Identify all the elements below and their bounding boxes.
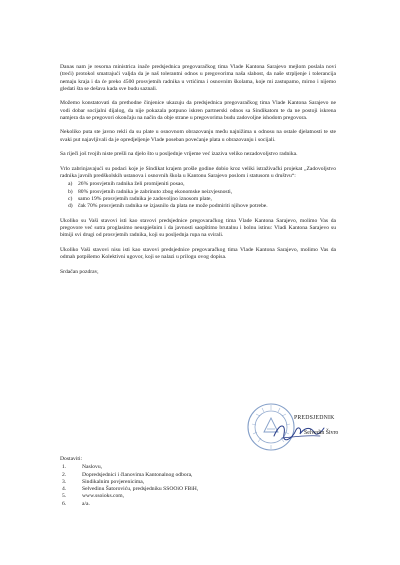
list-number: 1. — [62, 464, 67, 471]
paragraph-5: Ukoliko su Vaši stavovi isti kao stavovi predsjednice pregovaračkog tima Vlade Kantona Sarajevo, molimo Vas da pregovore već sutra proglasimo neuspješnim i da javnosti saopštimo brutalnu i bolnu istinu: Vladi Kantona Sarajevo su bitniji svi drugi od prosvjetnih radnika, koji su posljednja rupa na svirali. — [60, 217, 336, 239]
signatory-title: PREDSJEDNIK — [294, 415, 335, 421]
list-item — [68, 196, 336, 203]
paragraph-4: Sa riječi još tvojih niste prešli na djelo što u posljednje vrijeme već izaziva veliko nezadovoljstvo radnika. — [60, 151, 298, 158]
list-number: 6. — [62, 500, 67, 507]
list-marker: a) — [68, 181, 73, 188]
list-marker: b) — [68, 188, 73, 195]
list-text: Naslovu, — [82, 464, 103, 471]
greeting: Srdačan pozdrav, — [60, 268, 99, 275]
distribution-heading: Dostaviti: — [60, 456, 83, 462]
list-text: 80% prosvjetnih radnika je zabrinuto zbog ekonomske neizvjesnosti, — [78, 188, 233, 195]
list-item — [68, 181, 336, 188]
paragraph-1: Danas nam je resorna ministrica inače predsjednica pregovaračkog tima Vlade Kantona Sarajevo mejlom poslala novi (treći) protokol smatrajući valjda da je naš tolerantni odnos u pregovorima naša slabost, da naše strpljenje i tolerancija nemaju kraja i da će preko 4500 prosvjetnih radnika u vrtićima i osnovnim školama, koje mi zastupamo, mirno i nijemo gledati šta se dešava kada sve budu saznali. — [60, 64, 336, 92]
list-text: čak 70% prosvjetnih radnika se izjasnilo da plata ne može podmiriti njihove potrebe. — [78, 203, 268, 210]
website-link[interactable]: www.ssoioks.com, — [82, 493, 125, 500]
list-number: 4. — [62, 486, 67, 493]
recipients — [60, 464, 260, 508]
survey-list — [68, 181, 336, 210]
list-marker: c) — [68, 195, 73, 202]
list-item — [68, 189, 336, 196]
list-item — [60, 493, 260, 500]
paragraph-2: Možemo konstatovati da prethodne činjenice ukazuju da predsjednica pregovaračkog tima Vlade Kantona Sarajevo ne vodi dobar socijalni dijalog, da nije pokazala potpuno iskren partnerski odnos sa Sindikatom te da ne postoji iskrena namjera da se pregovori okončaju na način da obje strane u pregovorima budu zadovoljne ishodom pregovora. — [60, 100, 336, 121]
list-marker: d) — [68, 203, 73, 210]
list-text: Selvedinu Šatoroviću, predsjedniku SSOOiO FBiH, — [82, 486, 199, 493]
list-text: a/a. — [82, 500, 90, 507]
signatory-name: Selvedin Šivro — [304, 430, 339, 436]
list-item — [60, 486, 260, 493]
list-item — [60, 472, 260, 479]
list-text: 26% prosvjetnih radnika želi promijeniti posao, — [78, 181, 185, 188]
letter-body — [60, 64, 336, 283]
list-text: Sindikalnim povjerenicima, — [82, 478, 145, 485]
list-number: 2. — [62, 471, 67, 478]
survey-intro: Vrlo zabrinjavajući su podaci koje je Sindikat krajem prošle godine dobio kroz veliki istraživački projekat „Zadovoljstvo radnika javnih predškolskih ustanova i osnovnih škola u Kantonu Sarajevo poslom i statusom u društvu“: — [60, 165, 336, 180]
paragraph-3: Nekoliko puta ste javno rekli da su plate u osnovnom obrazovanju među najnižima u odnosu na ostale djelatnosti te ste svaki put najavljivali da je opredjeljenje Vlade poseban povećanje plata u obrazovanju i socijali. — [60, 129, 336, 143]
list-text: Dopredsjednici i članovima Kantonalnog odbora, — [82, 471, 193, 478]
paragraph-6: Ukoliko Vaši stavovi nisu isti kao stavovi predsjednice pregovaračkog tima Vlade Kantona Sarajevo, molimo Vas da odmah potpišemo Kolektivni ugovor, koji se nalazi u prilogu ovog dopisa. — [60, 246, 336, 261]
distribution-list — [60, 456, 260, 508]
list-number: 5. — [62, 493, 67, 500]
list-item — [68, 203, 336, 210]
list-item — [60, 501, 260, 508]
list-number: 3. — [62, 478, 67, 485]
list-item — [60, 464, 260, 471]
list-text: samo 19% prosvjetnih radnika je zadovoljno iznosom plate, — [78, 195, 212, 202]
